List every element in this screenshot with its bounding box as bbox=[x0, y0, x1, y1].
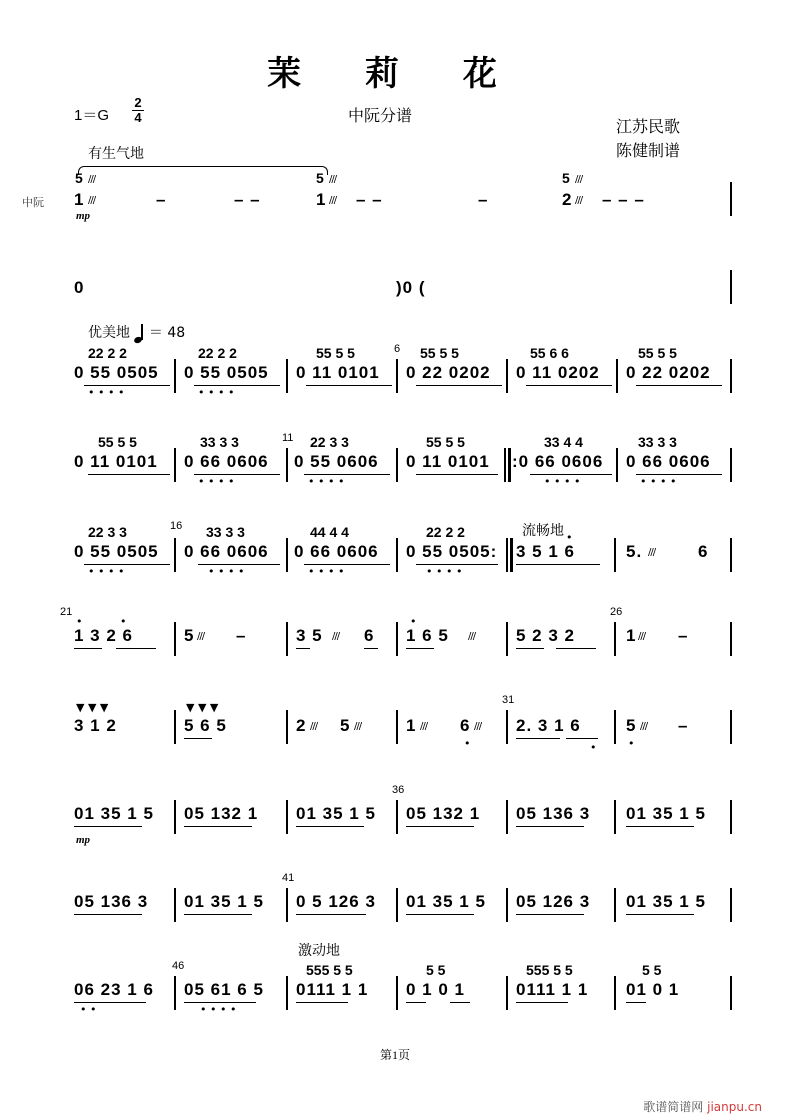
upper-notes: 55 5 5 bbox=[98, 434, 137, 450]
beam bbox=[116, 648, 156, 649]
time-top: 2 bbox=[134, 95, 142, 110]
barline bbox=[730, 622, 732, 656]
octave-dots: • • • • bbox=[544, 475, 581, 488]
tremolo-mark: /// bbox=[329, 174, 337, 185]
barline bbox=[730, 359, 732, 393]
note-group: 5. bbox=[626, 542, 643, 561]
barline bbox=[506, 538, 508, 572]
note-group: 05 126 3 bbox=[516, 892, 591, 911]
note-group: 1 3 2 6 bbox=[74, 626, 133, 645]
barline bbox=[396, 538, 398, 572]
composer-line2: 陈健制谱 bbox=[616, 141, 681, 160]
barline bbox=[506, 800, 508, 834]
note: – – bbox=[234, 190, 261, 209]
note: – – bbox=[356, 190, 383, 209]
measure-number: 41 bbox=[282, 872, 295, 884]
part-label: 中阮分谱 bbox=[348, 106, 413, 125]
barline bbox=[506, 888, 508, 922]
upper-note: 5 bbox=[316, 170, 324, 186]
note-group: 06 23 1 6 bbox=[74, 980, 154, 999]
system-8 bbox=[70, 784, 740, 844]
barline bbox=[396, 359, 398, 393]
low-octave-dot: • bbox=[590, 741, 597, 754]
barline bbox=[174, 538, 176, 572]
measure-number: 26 bbox=[610, 606, 623, 618]
beam bbox=[516, 738, 560, 739]
note-group: 0 22 0202 bbox=[626, 363, 711, 382]
note: – bbox=[156, 190, 167, 209]
tempo-value: ＝ 48 bbox=[148, 325, 186, 341]
measure-number: 31 bbox=[502, 694, 515, 706]
note-group: 0111 1 1 bbox=[296, 980, 369, 999]
beam bbox=[566, 738, 598, 739]
note-group: 01 35 1 5 bbox=[74, 804, 154, 823]
note-group: 2. 3 1 6 bbox=[516, 716, 581, 735]
note-group: 05 136 3 bbox=[516, 804, 591, 823]
beam bbox=[184, 914, 252, 915]
upper-notes: 55 5 5 bbox=[420, 345, 459, 361]
barline bbox=[614, 622, 616, 656]
note-group: 0 11 0101 bbox=[406, 452, 490, 471]
note-group: 5 2 3 2 bbox=[516, 626, 575, 645]
note-group: 0 11 0202 bbox=[516, 363, 600, 382]
upper-notes: 33 3 3 bbox=[638, 434, 677, 450]
barline bbox=[614, 976, 616, 1010]
note-group: 01 35 1 5 bbox=[296, 804, 376, 823]
beam bbox=[516, 1002, 568, 1003]
upper-notes: 33 3 3 bbox=[206, 524, 245, 540]
upper-note: 5 bbox=[75, 170, 83, 186]
barline bbox=[504, 448, 506, 482]
tie-arc bbox=[78, 166, 328, 175]
high-octave-dot: • bbox=[566, 531, 573, 544]
system-3 bbox=[70, 345, 740, 401]
note: 6 bbox=[364, 626, 375, 645]
barline bbox=[286, 888, 288, 922]
barline bbox=[396, 976, 398, 1010]
high-octave-dot: • bbox=[120, 615, 127, 628]
note: – bbox=[678, 716, 689, 735]
note: 5 bbox=[340, 716, 351, 735]
tremolo-mark: /// bbox=[329, 195, 337, 206]
expression-marking-1: 有生气地 bbox=[88, 146, 144, 162]
tremolo-mark: /// bbox=[575, 174, 583, 185]
note-group: 0 66 0606 bbox=[184, 452, 269, 471]
key-signature: 1＝G bbox=[74, 107, 110, 124]
barline bbox=[286, 448, 288, 482]
octave-dots: • • • • bbox=[426, 565, 463, 578]
barline bbox=[286, 800, 288, 834]
system-5 bbox=[70, 520, 740, 576]
note-group: 0111 1 1 bbox=[516, 980, 589, 999]
note-group: 0 66 0606 bbox=[294, 542, 379, 561]
tremolo-mark: /// bbox=[332, 631, 340, 642]
note-group: 0 55 0505: bbox=[406, 542, 498, 561]
note-group: 01 35 1 5 bbox=[626, 804, 706, 823]
measure-number: 16 bbox=[170, 520, 183, 532]
high-octave-dot: • bbox=[410, 615, 417, 628]
note-group: 01 35 1 5 bbox=[626, 892, 706, 911]
upper-notes: 5 5 bbox=[642, 962, 662, 978]
beam bbox=[516, 914, 584, 915]
beam bbox=[296, 648, 310, 649]
note-group: 01 0 1 bbox=[626, 980, 680, 999]
barline bbox=[730, 800, 732, 834]
beam bbox=[626, 826, 694, 827]
note: 6 bbox=[460, 716, 471, 735]
tremolo-mark: /// bbox=[648, 547, 656, 558]
note-group: 3 1 2 bbox=[74, 716, 117, 735]
beam bbox=[364, 648, 378, 649]
page-number: 第1页 bbox=[379, 1048, 410, 1062]
barline bbox=[174, 800, 176, 834]
upper-notes: 22 2 2 bbox=[198, 345, 237, 361]
tremolo-mark: /// bbox=[197, 631, 205, 642]
upper-notes: 22 3 3 bbox=[310, 434, 349, 450]
upper-note: 5 bbox=[562, 170, 570, 186]
note-group: 05 132 1 bbox=[184, 804, 259, 823]
note-group: 05 61 6 5 bbox=[184, 980, 264, 999]
upper-notes: 33 3 3 bbox=[200, 434, 239, 450]
barline bbox=[174, 976, 176, 1010]
watermark-url: jianpu.cn bbox=[707, 1100, 762, 1114]
octave-dots: • • • • bbox=[208, 565, 245, 578]
measure-number: 21 bbox=[60, 606, 73, 618]
beam bbox=[626, 1002, 646, 1003]
upper-notes: 55 5 5 bbox=[426, 434, 465, 450]
system-7 bbox=[70, 694, 740, 754]
tremolo-mark: /// bbox=[88, 174, 96, 185]
beam bbox=[74, 826, 142, 827]
barline bbox=[286, 359, 288, 393]
note: 1 bbox=[626, 626, 637, 645]
note-group: 0 55 0505 bbox=[184, 363, 269, 382]
note-group: 01 35 1 5 bbox=[184, 892, 264, 911]
barline bbox=[174, 622, 176, 656]
upper-notes: 55 6 6 bbox=[530, 345, 569, 361]
low-octave-dots: • • bbox=[80, 1003, 97, 1016]
note-group: 0 1 0 1 bbox=[406, 980, 465, 999]
low-octave-dots: • • • • bbox=[200, 1003, 237, 1016]
note-group: :0 66 0606 bbox=[512, 452, 604, 471]
barline bbox=[506, 710, 508, 744]
barline bbox=[396, 622, 398, 656]
note-group: 01 35 1 5 bbox=[406, 892, 486, 911]
composer-block bbox=[616, 115, 680, 163]
low-octave-dot: • bbox=[464, 737, 471, 750]
note: 5 bbox=[626, 716, 637, 735]
tremolo-mark: /// bbox=[474, 721, 482, 732]
tremolo-mark: /// bbox=[310, 721, 318, 732]
note: – – – bbox=[602, 190, 645, 209]
beam bbox=[626, 914, 694, 915]
watermark bbox=[643, 1098, 762, 1115]
barline bbox=[614, 800, 616, 834]
tremolo-mark: /// bbox=[420, 721, 428, 732]
measure-number: 11 bbox=[282, 432, 294, 444]
repeat-barline bbox=[510, 538, 513, 572]
octave-dots: • • • • bbox=[88, 386, 125, 399]
beam bbox=[406, 1002, 426, 1003]
barline bbox=[396, 888, 398, 922]
beam bbox=[516, 564, 600, 565]
upper-notes: 55 5 5 bbox=[316, 345, 355, 361]
beam bbox=[296, 1002, 348, 1003]
watermark-text: 歌谱简谱网 bbox=[643, 1100, 704, 1114]
beam bbox=[406, 826, 474, 827]
barline bbox=[396, 800, 398, 834]
barline bbox=[614, 538, 616, 572]
system-6 bbox=[60, 606, 740, 662]
note-group: 0 11 0101 bbox=[74, 452, 158, 471]
dynamic-mp: mp bbox=[76, 834, 91, 846]
octave-dots: • • • • bbox=[308, 475, 345, 488]
note-group: 0 66 0606 bbox=[184, 542, 269, 561]
system-10 bbox=[70, 940, 740, 1020]
accent-marks: ▼ ▼ ▼ bbox=[186, 701, 219, 714]
beam bbox=[306, 385, 392, 386]
upper-notes: 22 3 3 bbox=[88, 524, 127, 540]
note: 1 bbox=[74, 190, 85, 209]
barline bbox=[286, 622, 288, 656]
tremolo-mark: /// bbox=[88, 195, 96, 206]
note: – bbox=[236, 626, 247, 645]
note: – bbox=[478, 190, 489, 209]
note-group: 0 55 0505 bbox=[74, 542, 159, 561]
upper-notes: 44 4 4 bbox=[310, 524, 349, 540]
barline bbox=[506, 622, 508, 656]
barline bbox=[730, 710, 732, 744]
barline bbox=[730, 270, 732, 304]
note-group: 1 6 5 bbox=[406, 626, 449, 645]
beam bbox=[74, 648, 102, 649]
tremolo-mark: /// bbox=[640, 721, 648, 732]
beam bbox=[296, 914, 366, 915]
barline bbox=[286, 538, 288, 572]
note: – bbox=[678, 626, 689, 645]
barline bbox=[286, 710, 288, 744]
measure-number: 36 bbox=[392, 784, 405, 796]
barline bbox=[396, 448, 398, 482]
note: 1 bbox=[406, 716, 417, 735]
barline bbox=[506, 976, 508, 1010]
note: 2 bbox=[296, 716, 307, 735]
beam bbox=[450, 1002, 470, 1003]
upper-notes: 33 4 4 bbox=[544, 434, 583, 450]
note-group: 0 55 0606 bbox=[294, 452, 379, 471]
upper-notes: 5 5 bbox=[426, 962, 446, 978]
barline bbox=[174, 359, 176, 393]
system-4 bbox=[70, 434, 740, 490]
beam bbox=[406, 914, 474, 915]
note: 1 bbox=[316, 190, 327, 209]
barline bbox=[730, 888, 732, 922]
barline bbox=[730, 976, 732, 1010]
barline bbox=[730, 182, 732, 216]
barline bbox=[616, 359, 618, 393]
measure-number: 6 bbox=[394, 343, 401, 355]
note-group: 3 5 1 6 bbox=[516, 542, 575, 561]
repeat-barline bbox=[508, 448, 511, 482]
high-octave-dot: • bbox=[76, 615, 83, 628]
tremolo-mark: /// bbox=[575, 195, 583, 206]
note-group: 0 11 0101 bbox=[296, 363, 380, 382]
note: )0 ( bbox=[396, 278, 426, 297]
note-group: 05 136 3 bbox=[74, 892, 149, 911]
barline bbox=[614, 710, 616, 744]
beam bbox=[636, 385, 722, 386]
barline bbox=[616, 448, 618, 482]
instrument-label: 中阮 bbox=[22, 196, 44, 209]
beam bbox=[416, 385, 502, 386]
expression-marking-2 bbox=[88, 322, 185, 343]
quarter-note-icon bbox=[134, 325, 144, 343]
note: 5 bbox=[184, 626, 195, 645]
beam bbox=[416, 474, 498, 475]
note-group: 5 6 5 bbox=[184, 716, 227, 735]
beam bbox=[516, 826, 584, 827]
tremolo-mark: /// bbox=[354, 721, 362, 732]
beam bbox=[406, 648, 434, 649]
beam bbox=[296, 826, 364, 827]
composer-line1: 江苏民歌 bbox=[616, 117, 681, 136]
note-group: 0 22 0202 bbox=[406, 363, 491, 382]
note-group: 0 5 126 3 bbox=[296, 892, 376, 911]
low-octave-dot: • bbox=[628, 737, 635, 750]
barline bbox=[730, 448, 732, 482]
upper-notes: 555 5 5 bbox=[526, 962, 573, 978]
dynamic-mp: mp bbox=[76, 210, 91, 222]
barline bbox=[506, 359, 508, 393]
measure-number: 46 bbox=[172, 960, 185, 972]
note-group: 0 66 0606 bbox=[626, 452, 711, 471]
beam bbox=[526, 385, 612, 386]
accent-marks: ▼ ▼ ▼ bbox=[76, 701, 109, 714]
upper-notes: 55 5 5 bbox=[638, 345, 677, 361]
octave-dots: • • • • bbox=[308, 565, 345, 578]
beam bbox=[88, 474, 170, 475]
system-1 bbox=[70, 170, 740, 226]
system-2 bbox=[70, 270, 740, 306]
expression-text: 优美地 bbox=[88, 325, 130, 341]
barline bbox=[174, 888, 176, 922]
note: 0 bbox=[74, 278, 85, 297]
expression-marking-3: 流畅地 bbox=[522, 523, 564, 539]
time-bottom: 4 bbox=[134, 110, 142, 125]
note: 6 bbox=[698, 542, 709, 561]
octave-dots: • • • • bbox=[640, 475, 677, 488]
barline bbox=[396, 710, 398, 744]
upper-notes: 555 5 5 bbox=[306, 962, 353, 978]
note-group: 05 132 1 bbox=[406, 804, 481, 823]
note-group: 0 55 0505 bbox=[74, 363, 159, 382]
upper-notes: 22 2 2 bbox=[88, 345, 127, 361]
tremolo-mark: /// bbox=[468, 631, 476, 642]
note: 2 bbox=[562, 190, 573, 209]
note-group: 3 5 bbox=[296, 626, 323, 645]
expression-marking-4: 激动地 bbox=[298, 943, 340, 959]
system-9 bbox=[70, 872, 740, 928]
barline bbox=[730, 538, 732, 572]
beam bbox=[516, 648, 544, 649]
beam bbox=[184, 738, 212, 739]
barline bbox=[174, 448, 176, 482]
upper-notes: 22 2 2 bbox=[426, 524, 465, 540]
octave-dots: • • • • bbox=[88, 565, 125, 578]
beam bbox=[184, 826, 252, 827]
tremolo-mark: /// bbox=[638, 631, 646, 642]
barline bbox=[614, 888, 616, 922]
beam bbox=[556, 648, 596, 649]
beam bbox=[74, 914, 142, 915]
octave-dots: • • • • bbox=[198, 475, 235, 488]
octave-dots: • • • • bbox=[198, 386, 235, 399]
barline bbox=[286, 976, 288, 1010]
barline bbox=[174, 710, 176, 744]
score-title: 茉 莉 花 bbox=[267, 54, 523, 94]
time-signature bbox=[131, 96, 145, 125]
